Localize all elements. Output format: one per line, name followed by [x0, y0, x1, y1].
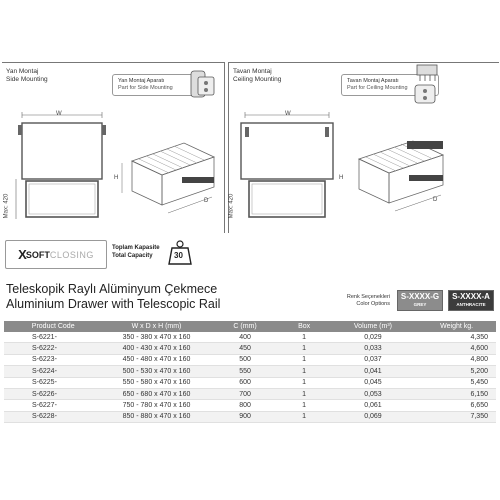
cell-volume: 0,061 — [329, 400, 418, 411]
color-swatch-grey: S-XXXX-G GREY — [397, 290, 443, 311]
side-depth-label: D — [204, 198, 209, 204]
cell-product-code: S-6222- — [4, 343, 102, 354]
product-table — [4, 321, 496, 423]
table-row — [4, 343, 496, 354]
side-max-label: Max: 420 — [3, 193, 10, 219]
side-drawer-iso-drawing — [122, 143, 217, 223]
cell-volume: 0,045 — [329, 377, 418, 388]
cell-box: 1 — [280, 411, 329, 422]
cell-c: 900 — [211, 411, 280, 422]
side-bracket-icon — [188, 69, 218, 103]
header-c: C (mm) — [211, 321, 280, 332]
product-title-en: Aluminium Drawer with Telescopic Rail — [6, 297, 221, 311]
cell-dimensions: 750 - 780 x 470 x 160 — [102, 400, 210, 411]
table-header-row — [4, 321, 496, 332]
cell-dimensions: 500 - 530 x 470 x 160 — [102, 366, 210, 377]
cell-dimensions: 450 - 480 x 470 x 160 — [102, 354, 210, 365]
side-mounting-title: Yan Montaj Side Mounting — [6, 68, 48, 83]
table-row — [4, 332, 496, 343]
cell-box: 1 — [280, 388, 329, 399]
table-row — [4, 354, 496, 365]
cell-c: 600 — [211, 377, 280, 388]
side-width-label: W — [56, 111, 62, 117]
header-box: Box — [280, 321, 329, 332]
cell-box: 1 — [280, 377, 329, 388]
capacity-value: 30 — [174, 251, 183, 260]
cell-product-code: S-6221- — [4, 332, 102, 343]
header-volume: Volume (m³) — [329, 321, 418, 332]
cell-product-code: S-6227- — [4, 400, 102, 411]
cell-box: 1 — [280, 366, 329, 377]
cell-volume: 0,033 — [329, 343, 418, 354]
cell-c: 800 — [211, 400, 280, 411]
cell-box: 1 — [280, 332, 329, 343]
color-swatch-anthracite: S-XXXX-A ANTHRACITE — [448, 290, 494, 311]
ceiling-drawer-iso-drawing — [349, 141, 449, 221]
cell-product-code: S-6224- — [4, 366, 102, 377]
table-row — [4, 366, 496, 377]
ceiling-height-label: H — [339, 175, 344, 181]
cell-weight: 4,350 — [417, 332, 496, 343]
cell-c: 700 — [211, 388, 280, 399]
table-row — [4, 388, 496, 399]
header-dimensions: W x D x H (mm) — [102, 321, 210, 332]
color-options-label: Renk Seçenekleri Color Options — [346, 294, 390, 307]
cell-dimensions: 550 - 580 x 470 x 160 — [102, 377, 210, 388]
cell-weight: 4,600 — [417, 343, 496, 354]
ceiling-mounting-title: Tavan Montaj Ceiling Mounting — [233, 68, 282, 83]
table-row — [4, 400, 496, 411]
ceiling-bracket-icon — [411, 65, 441, 105]
cell-product-code: S-6225- — [4, 377, 102, 388]
cell-volume: 0,069 — [329, 411, 418, 422]
cell-weight: 7,350 — [417, 411, 496, 422]
softclosing-logo: X SOFT CLOSING — [5, 240, 107, 269]
header-weight: Weight kg. — [417, 321, 496, 332]
ceiling-width-label: W — [285, 111, 291, 117]
cell-weight: 6,150 — [417, 388, 496, 399]
table-row — [4, 411, 496, 422]
cell-box: 1 — [280, 354, 329, 365]
cell-box: 1 — [280, 400, 329, 411]
cell-product-code: S-6226- — [4, 388, 102, 399]
cell-weight: 6,650 — [417, 400, 496, 411]
side-mounting-callout: Yan Montaj Aparatı Part for Side Mounting — [112, 74, 204, 96]
ceiling-mounting-callout: Tavan Montaj Aparatı Part for Ceiling Mounting — [341, 74, 439, 96]
cell-weight: 5,200 — [417, 366, 496, 377]
cell-volume: 0,041 — [329, 366, 418, 377]
ceiling-mounting-panel — [228, 62, 499, 233]
ceiling-max-label: Max: 420 — [228, 193, 235, 219]
side-front-view-drawing — [18, 115, 108, 225]
cell-volume: 0,029 — [329, 332, 418, 343]
cell-dimensions: 400 - 430 x 470 x 160 — [102, 343, 210, 354]
cell-c: 500 — [211, 354, 280, 365]
cell-weight: 5,450 — [417, 377, 496, 388]
side-height-label: H — [114, 175, 119, 181]
cell-volume: 0,053 — [329, 388, 418, 399]
cell-dimensions: 350 - 380 x 470 x 160 — [102, 332, 210, 343]
total-capacity: Toplam Kapasite Total Capacity 30 — [112, 240, 194, 266]
cell-box: 1 — [280, 343, 329, 354]
table-row — [4, 377, 496, 388]
cell-dimensions: 850 - 880 x 470 x 160 — [102, 411, 210, 422]
cell-c: 400 — [211, 332, 280, 343]
cell-product-code: S-6223- — [4, 354, 102, 365]
cell-dimensions: 650 - 680 x 470 x 160 — [102, 388, 210, 399]
cell-weight: 4,800 — [417, 354, 496, 365]
header-product-code: Product Code — [4, 321, 102, 332]
ceiling-front-view-drawing — [241, 115, 336, 225]
cell-product-code: S-6228- — [4, 411, 102, 422]
product-title-tr: Teleskopik Raylı Alüminyum Çekmece — [6, 282, 218, 296]
cell-volume: 0,037 — [329, 354, 418, 365]
side-mounting-panel — [2, 62, 225, 233]
cell-c: 550 — [211, 366, 280, 377]
cell-c: 450 — [211, 343, 280, 354]
ceiling-depth-label: D — [433, 197, 438, 203]
